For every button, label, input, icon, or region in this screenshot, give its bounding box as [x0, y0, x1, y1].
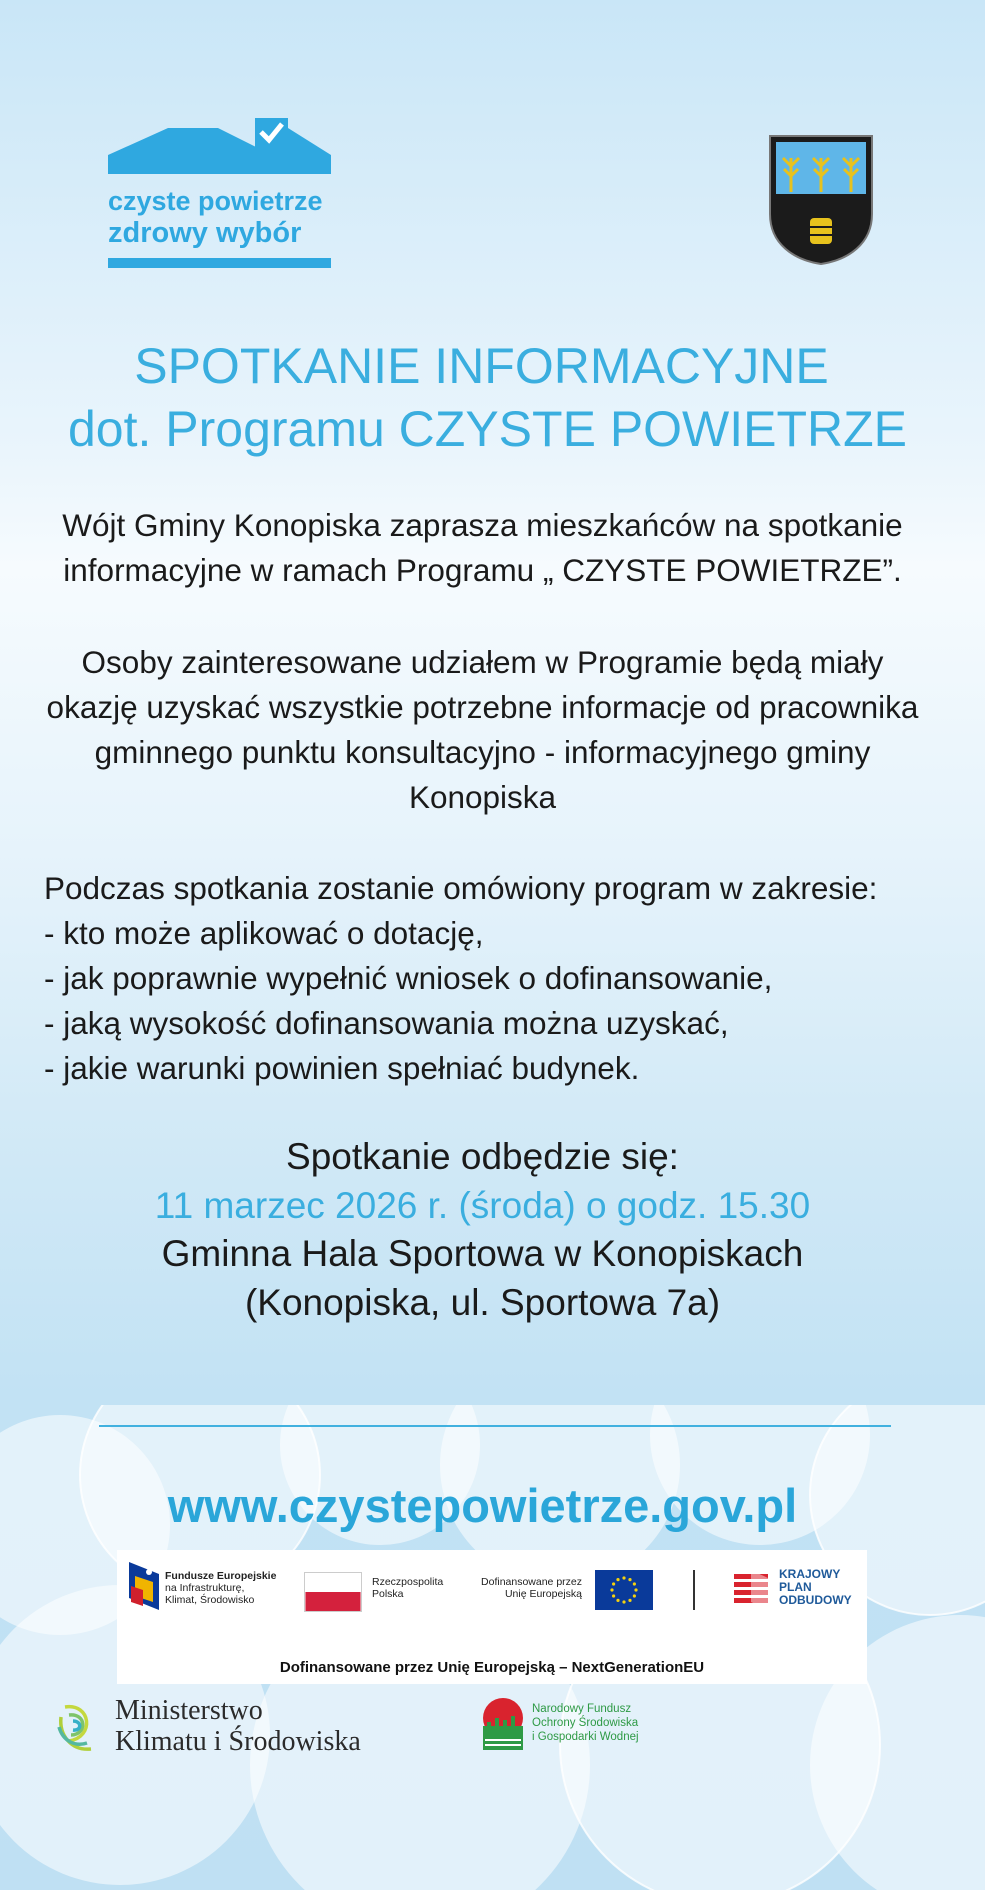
consult-line-1: Osoby zainteresowane udziałem w Programie będą miały — [81, 644, 884, 680]
kpo-logo — [734, 1570, 768, 1610]
meeting-address: (Konopiska, ul. Sportowa 7a) — [244, 1281, 721, 1323]
logo-line2: zdrowy wybór — [108, 217, 302, 249]
eu-flag-icon — [595, 1570, 653, 1610]
consult-line-2: okazję uzyskać wszystkie potrzebne informacje od pracownika — [46, 689, 919, 725]
ministry-label: Ministerstwo Klimatu i Środowiska — [115, 1695, 361, 1757]
page-title — [0, 335, 985, 461]
polish-flag-icon — [304, 1572, 362, 1612]
eu-label: Dofinansowane przez Unię Europejską — [481, 1576, 582, 1600]
pl-label: Rzeczpospolita Polska — [372, 1576, 444, 1600]
website-link[interactable]: www.czystepowietrze.gov.pl — [167, 1479, 798, 1532]
program-intro: Podczas spotkania zostanie omówiony program w zakresie: — [44, 870, 878, 906]
meeting-info — [0, 1133, 965, 1327]
logo-line1: czyste powietrze — [108, 186, 323, 216]
nfosigw-label: Narodowy Fundusz Ochrony Środowiska i Gospodarki Wodnej — [532, 1703, 639, 1743]
fe-label: Fundusze Europejskie na Infrastrukturę, Klimat, Środowisko — [165, 1570, 277, 1606]
consult-line-4: Konopiska — [408, 779, 557, 815]
list-item: - jak poprawnie wypełnić wniosek o dofinansowanie, — [44, 960, 773, 996]
nfosigw-logo — [479, 1696, 527, 1756]
meeting-heading: Spotkanie odbędzie się: — [286, 1136, 679, 1177]
title-line-2: dot. Programu CZYSTE POWIETRZE — [67, 401, 908, 457]
title-line-1: SPOTKANIE INFORMACYJNE — [134, 338, 829, 394]
funding-banner — [117, 1550, 867, 1684]
intro-paragraph — [30, 503, 935, 593]
divider — [99, 1425, 891, 1427]
intro-line-1: Wójt Gminy Konopiska zaprasza mieszkańców na spotkanie — [62, 507, 903, 543]
fundusze-europejskie-logo — [129, 1562, 159, 1610]
ministry-logo — [55, 1697, 101, 1757]
intro-line-2: informacyjne w ramach Programu „ CZYSTE POWIETRZE”. — [63, 552, 902, 588]
list-item: - jakie warunki powinien spełniać budynek. — [44, 1050, 640, 1086]
consult-paragraph — [30, 640, 935, 820]
program-scope — [44, 866, 944, 1091]
meeting-place: Gminna Hala Sportowa w Konopiskach — [161, 1233, 804, 1274]
meeting-date: 11 marzec 2026 r. (środa) o godz. 15.30 — [154, 1184, 811, 1226]
list-item: - kto może aplikować o dotację, — [44, 915, 484, 951]
list-item: - jaką wysokość dofinansowania można uzyskać, — [44, 1005, 729, 1041]
funding-footer: Dofinansowane przez Unię Europejską – NextGenerationEU — [279, 1659, 705, 1676]
czyste-powietrze-logo — [108, 118, 333, 273]
kpo-label: KRAJOWY PLAN ODBUDOWY — [779, 1567, 852, 1607]
consult-line-3: gminnego punktu konsultacyjno - informacyjnego gminy — [94, 734, 871, 770]
banner-separator — [693, 1570, 695, 1610]
municipality-crest — [766, 132, 876, 266]
